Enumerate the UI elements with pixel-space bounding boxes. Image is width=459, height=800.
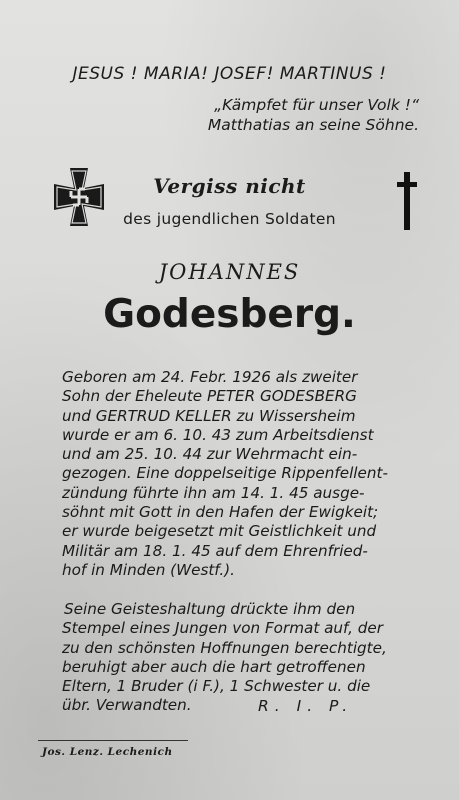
- biography-text: [62, 368, 422, 580]
- biography-line: söhnt mit Gott in den Hafen der Ewigkeit;: [62, 503, 379, 522]
- biography-line: hof in Minden (Westf.).: [62, 560, 235, 579]
- closing-line: beruhigt aber auch die hart getroffenen: [62, 657, 366, 676]
- biography-line: gezogen. Eine doppelseitige Rippenfellent-: [62, 464, 388, 483]
- biography-line: er wurde beigesetzt mit Geistlichkeit und: [62, 522, 377, 541]
- header-quote-source: Matthatias an seine Söhne.: [207, 116, 419, 134]
- printer-rule: [38, 740, 188, 741]
- closing-line: zu den schönsten Hoffnungen berechtigte,: [62, 638, 387, 657]
- closing-text: [62, 600, 422, 716]
- header-quote-block: [208, 95, 419, 135]
- printer-imprint: Jos. Lenz. Lechenich: [42, 746, 173, 758]
- biography-line: und am 25. 10. 44 zur Wehrmacht ein-: [62, 445, 358, 464]
- closing-line: Eltern, 1 Bruder (i F.), 1 Schwester u. die: [62, 677, 371, 696]
- biography-line: Geboren am 24. Febr. 1926 als zweiter: [62, 368, 358, 386]
- biography-line: Militär am 18. 1. 45 auf dem Ehrenfried-: [62, 541, 368, 560]
- biography-line: wurde er am 6. 10. 43 zum Arbeitsdienst: [62, 425, 374, 444]
- header-quote: „Kämpfet für unser Volk !“: [214, 96, 419, 114]
- subtitle-soldier: des jugendlichen Soldaten: [123, 210, 336, 228]
- closing-line: Stempel eines Jungen von Format auf, der: [62, 619, 383, 638]
- biography-line: zündung führte ihn am 14. 1. 45 ausge-: [62, 483, 365, 502]
- header-invocation: JESUS ! MARIA! JOSEF! MARTINUS !: [72, 64, 387, 84]
- vergiss-nicht-title: Vergiss nicht: [153, 174, 306, 198]
- surname: Godesberg.: [103, 292, 356, 337]
- biography-line: und GERTRUD KELLER zu Wissersheim: [62, 406, 356, 425]
- closing-line: übr. Verwandten.: [62, 696, 192, 715]
- rip-text: R. I. P.: [258, 697, 354, 715]
- closing-line: Seine Geisteshaltung drückte ihm den: [64, 600, 356, 618]
- biography-line: Sohn der Eheleute PETER GODESBERG: [62, 387, 357, 406]
- first-name: JOHANNES: [158, 260, 301, 284]
